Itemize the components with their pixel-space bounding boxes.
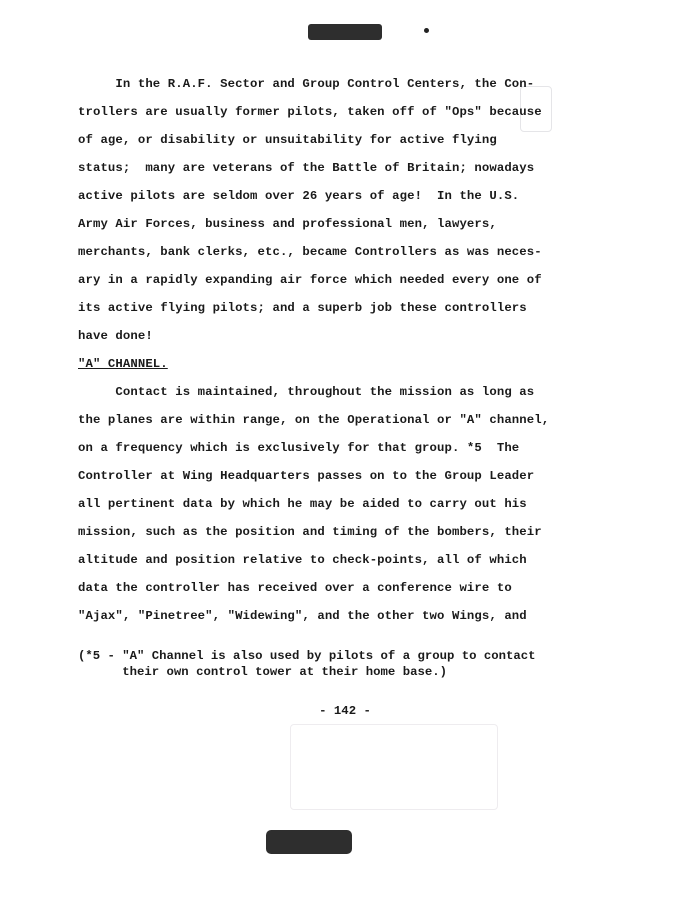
body-text bbox=[78, 70, 550, 630]
text-line: all pertinent data by which he may be aided to carry out his bbox=[78, 497, 527, 511]
classification-stamp-top bbox=[308, 24, 382, 40]
text-line: of age, or disability or unsuitability for active flying bbox=[78, 133, 497, 147]
text-line: its active flying pilots; and a superb job these controllers bbox=[78, 301, 527, 315]
text-line: have done! bbox=[78, 329, 153, 343]
faint-stamp-impression bbox=[290, 724, 498, 810]
text-line: Contact is maintained, throughout the mission as long as bbox=[78, 385, 535, 399]
text-line: Controller at Wing Headquarters passes on to the Group Leader bbox=[78, 469, 535, 483]
text-line: on a frequency which is exclusively for that group. *5 The bbox=[78, 441, 520, 455]
paragraph-controllers bbox=[78, 70, 542, 350]
text-line: mission, such as the position and timing of the bombers, their bbox=[78, 525, 542, 539]
text-line: ary in a rapidly expanding air force which needed every one of bbox=[78, 273, 542, 287]
footnote bbox=[78, 648, 538, 680]
classification-stamp-bottom bbox=[266, 830, 352, 854]
text-line: merchants, bank clerks, etc., became Controllers as was neces- bbox=[78, 245, 542, 259]
text-line: Army Air Forces, business and professional men, lawyers, bbox=[78, 217, 497, 231]
text-line: status; many are veterans of the Battle of Britain; nowadays bbox=[78, 161, 535, 175]
text-line: In the R.A.F. Sector and Group Control Centers, the Con- bbox=[78, 77, 535, 91]
text-line: "Ajax", "Pinetree", "Widewing", and the other two Wings, and bbox=[78, 609, 527, 623]
page-number: - 142 - bbox=[319, 704, 371, 718]
footnote-line: their own control tower at their home base.) bbox=[78, 665, 447, 679]
text-line: active pilots are seldom over 26 years of age! In the U.S. bbox=[78, 189, 520, 203]
ink-speck bbox=[424, 28, 429, 33]
text-line: data the controller has received over a conference wire to bbox=[78, 581, 512, 595]
text-line: trollers are usually former pilots, taken off of "Ops" because bbox=[78, 105, 542, 119]
paragraph-a-channel bbox=[78, 378, 550, 630]
section-heading: "A" CHANNEL. bbox=[78, 357, 168, 371]
text-line: altitude and position relative to check-points, all of which bbox=[78, 553, 527, 567]
footnote-line: (*5 - "A" Channel is also used by pilots of a group to contact bbox=[78, 649, 536, 663]
text-line: the planes are within range, on the Operational or "A" channel, bbox=[78, 413, 550, 427]
